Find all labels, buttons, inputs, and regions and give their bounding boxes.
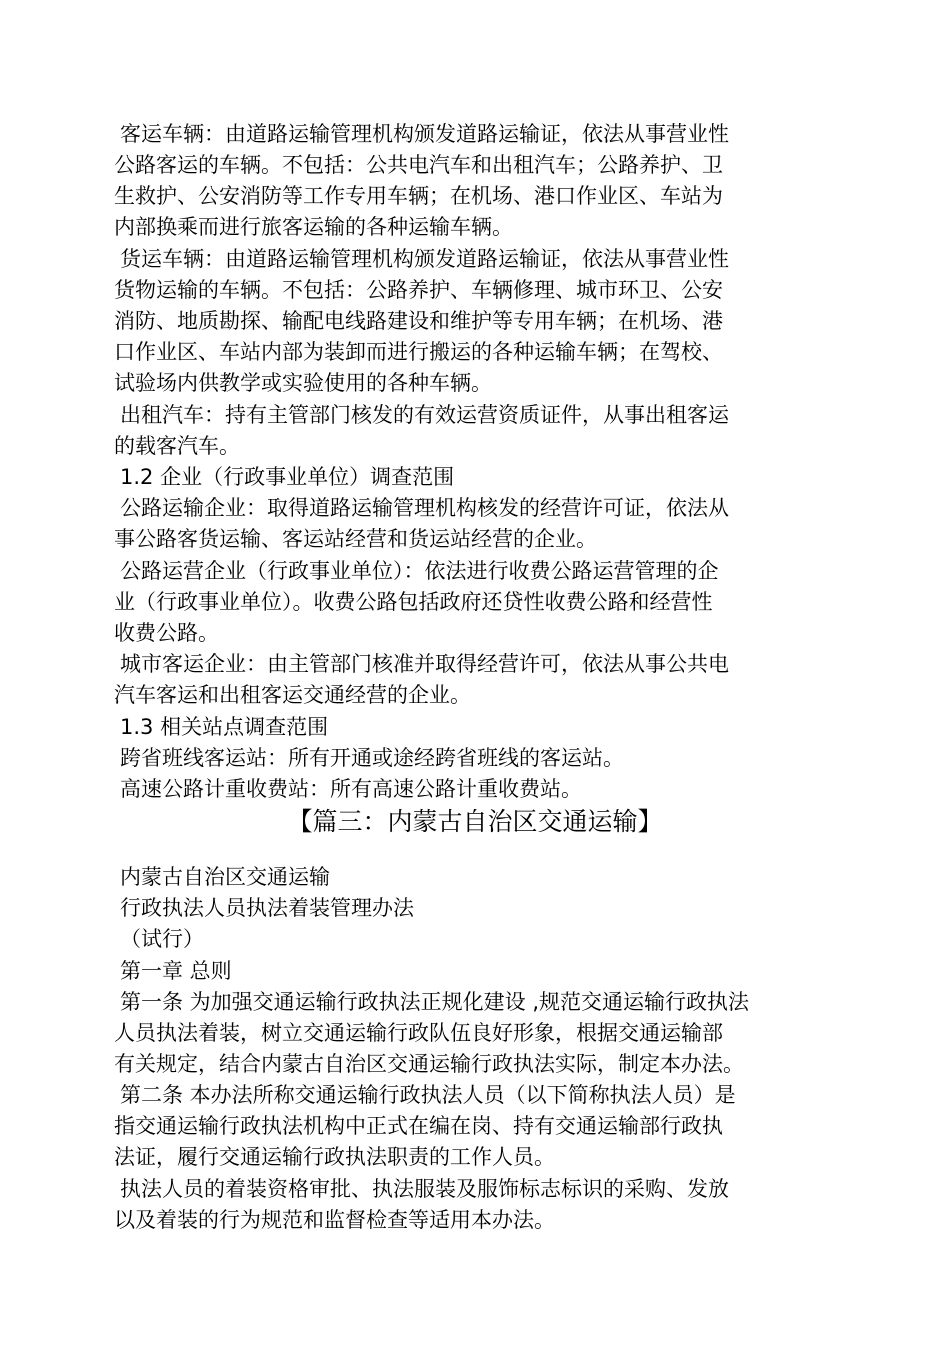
paragraph-road-operation-enterprise-line-3: 收费公路。: [114, 621, 219, 645]
paragraph-road-operation-enterprise-line-2: 业（行政事业单位）。收费公路包括政府还贷性收费公路和经营性: [114, 590, 713, 614]
paragraph-interprovincial-station: 跨省班线客运站：所有开通或途经跨省班线的客运站。: [120, 746, 624, 770]
paragraph-taxi-line-1: 出租汽车：持有主管部门核发的有效运营资质证件，从事出租客运: [120, 403, 729, 427]
article-one-line-1: 第一条 为加强交通运输行政执法正规化建设 ,规范交通运输行政执法: [120, 990, 750, 1014]
article-one-line-3: 有关规定，结合内蒙古自治区交通运输行政执法实际，制定本办法。: [114, 1052, 744, 1076]
paragraph-scope-line-2: 以及着装的行为规范和监督检查等适用本办法。: [114, 1208, 555, 1232]
paragraph-road-operation-enterprise-line-1: 公路运营企业（行政事业单位）：依法进行收费公路运营管理的企: [120, 559, 719, 583]
paragraph-freight-vehicles-line-1: 货运车辆：由道路运输管理机构颁发道路运输证，依法从事营业性: [120, 247, 729, 271]
paragraph-passenger-vehicles-line-1: 客运车辆：由道路运输管理机构颁发道路运输证，依法从事营业性: [120, 122, 729, 146]
section-heading-1-2: 1.2 企业（行政事业单位）调查范围: [120, 465, 455, 489]
paragraph-scope-line-1: 执法人员的着装资格审批、执法服装及服饰标志标识的采购、发放: [120, 1177, 729, 1201]
doc-title-line-1: 内蒙古自治区交通运输: [120, 865, 330, 889]
paragraph-freight-vehicles-line-4: 口作业区、车站内部为装卸而进行搬运的各种运输车辆；在驾校、: [114, 340, 723, 364]
paragraph-freight-vehicles-line-3: 消防、地质勘探、输配电线路建设和维护等专用车辆；在机场、港: [114, 309, 723, 333]
paragraph-toll-station: 高速公路计重收费站：所有高速公路计重收费站。: [120, 777, 582, 801]
paragraph-urban-passenger-enterprise-line-2: 汽车客运和出租客运交通经营的企业。: [114, 683, 471, 707]
chapter-one-heading: 第一章 总则: [120, 959, 232, 983]
paragraph-freight-vehicles-line-2: 货物运输的车辆。不包括：公路养护、车辆修理、城市环卫、公安: [114, 278, 723, 302]
paragraph-taxi-line-2: 的载客汽车。: [114, 434, 240, 458]
chapter-heading-part-three: 【篇三：内蒙古自治区交通运输】: [287, 807, 663, 836]
paragraph-passenger-vehicles-line-3: 生救护、公安消防等工作专用车辆；在机场、港口作业区、车站为: [114, 184, 723, 208]
paragraph-passenger-vehicles-line-2: 公路客运的车辆。不包括：公共电汽车和出租汽车；公路养护、卫: [114, 153, 723, 177]
paragraph-road-transport-enterprise-line-2: 事公路客货运输、客运站经营和货运站经营的企业。: [114, 527, 597, 551]
article-two-line-3: 法证，履行交通运输行政执法职责的工作人员。: [114, 1145, 555, 1169]
doc-title-trial: （试行）: [120, 927, 204, 951]
doc-title-line-2: 行政执法人员执法着装管理办法: [120, 896, 414, 920]
article-two-line-2: 指交通运输行政执法机构中正式在编在岗、持有交通运输部行政执: [114, 1114, 723, 1138]
paragraph-road-transport-enterprise-line-1: 公路运输企业：取得道路运输管理机构核发的经营许可证，依法从: [120, 496, 729, 520]
section-heading-1-3: 1.3 相关站点调查范围: [120, 715, 329, 739]
article-two-line-1: 第二条 本办法所称交通运输行政执法人员（以下简称执法人员）是: [120, 1083, 736, 1107]
paragraph-freight-vehicles-line-5: 试验场内供教学或实验使用的各种车辆。: [114, 371, 492, 395]
article-one-line-2: 人员执法着装，树立交通运输行政队伍良好形象，根据交通运输部: [114, 1021, 723, 1045]
paragraph-urban-passenger-enterprise-line-1: 城市客运企业：由主管部门核准并取得经营许可，依法从事公共电: [120, 652, 729, 676]
paragraph-passenger-vehicles-line-4: 内部换乘而进行旅客运输的各种运输车辆。: [114, 215, 513, 239]
